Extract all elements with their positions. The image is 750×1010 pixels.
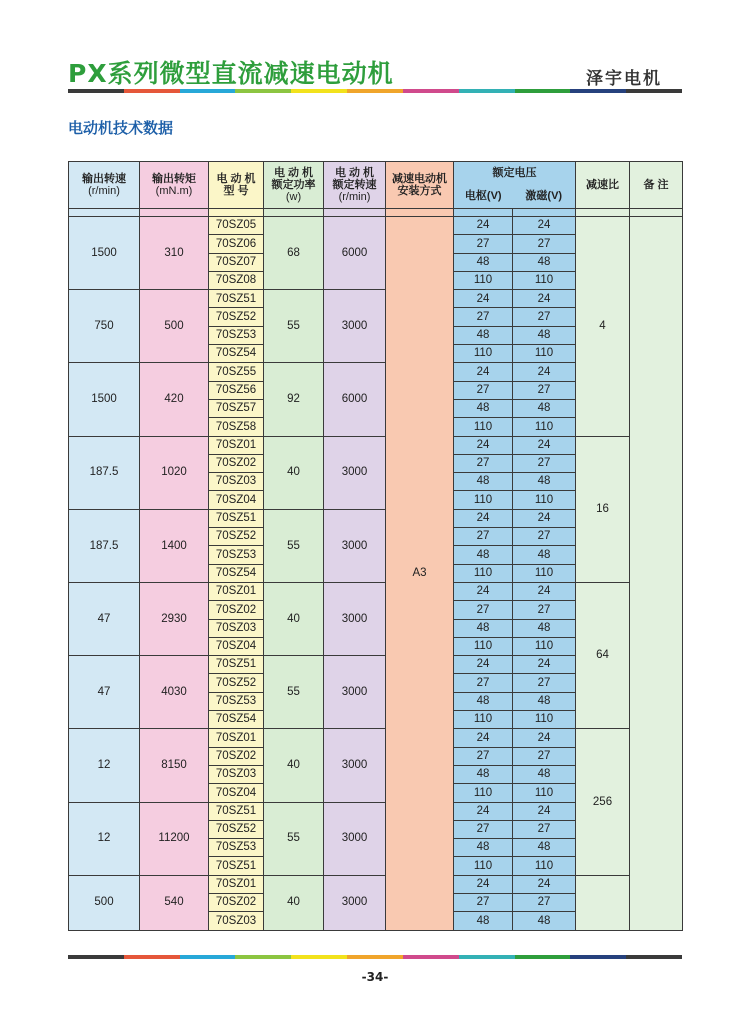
armature-voltage-cell: 27 [454,381,513,399]
output-speed-cell: 47 [69,582,140,655]
output-torque-cell: 310 [140,217,209,290]
armature-voltage-cell: 24 [454,729,513,747]
rated-speed-cell: 3000 [324,656,386,729]
armature-voltage-cell: 24 [454,436,513,454]
armature-voltage-cell: 110 [454,564,513,582]
excitation-voltage-cell: 48 [513,765,576,783]
output-torque-cell: 540 [140,875,209,930]
motor-model-cell: 70SZ57 [209,399,264,417]
excitation-voltage-cell: 27 [513,308,576,326]
excitation-voltage-cell: 48 [513,619,576,637]
output-torque-cell: 8150 [140,729,209,802]
excitation-voltage-cell: 27 [513,381,576,399]
motor-model-cell: 70SZ51 [209,290,264,308]
armature-voltage-cell: 24 [454,217,513,235]
rated-power-cell: 40 [264,875,324,930]
output-speed-cell: 187.5 [69,509,140,582]
reduction-ratio-cell: 64 [576,582,630,728]
table-row [69,582,683,600]
excitation-voltage-cell: 48 [513,326,576,344]
header-rated-speed: 电 动 机 额定转速 (r/min) [324,162,386,209]
armature-voltage-cell: 27 [454,747,513,765]
rated-power-cell: 40 [264,436,324,509]
output-torque-cell: 1400 [140,509,209,582]
output-speed-cell: 500 [69,875,140,930]
motor-model-cell: 70SZ53 [209,839,264,857]
header-armature-voltage: 电枢(V) [454,184,513,209]
armature-voltage-cell: 27 [454,601,513,619]
excitation-voltage-cell: 24 [513,656,576,674]
remarks-cell [630,217,683,931]
motor-model-cell: 70SZ53 [209,546,264,564]
header-color-strip [68,89,682,93]
motor-model-cell: 70SZ03 [209,765,264,783]
armature-voltage-cell: 110 [454,491,513,509]
armature-voltage-cell: 110 [454,345,513,363]
rated-speed-cell: 3000 [324,802,386,875]
motor-model-cell: 70SZ54 [209,345,264,363]
rated-speed-cell: 3000 [324,509,386,582]
motor-model-cell: 70SZ03 [209,473,264,491]
armature-voltage-cell: 110 [454,271,513,289]
output-torque-cell: 11200 [140,802,209,875]
motor-model-cell: 70SZ52 [209,308,264,326]
armature-voltage-cell: 110 [454,418,513,436]
armature-voltage-cell: 48 [454,692,513,710]
mount-type-cell: A3 [386,217,454,931]
motor-model-cell: 70SZ04 [209,491,264,509]
reduction-ratio-cell [576,875,630,930]
excitation-voltage-cell: 48 [513,546,576,564]
armature-voltage-cell: 48 [454,839,513,857]
excitation-voltage-cell: 27 [513,674,576,692]
excitation-voltage-cell: 110 [513,271,576,289]
armature-voltage-cell: 24 [454,363,513,381]
output-speed-cell: 187.5 [69,436,140,509]
armature-voltage-cell: 24 [454,802,513,820]
excitation-voltage-cell: 27 [513,601,576,619]
excitation-voltage-cell: 27 [513,820,576,838]
output-speed-cell: 750 [69,290,140,363]
armature-voltage-cell: 48 [454,912,513,930]
header-rated-power: 电 动 机 额定功率 (w) [264,162,324,209]
motor-model-cell: 70SZ01 [209,875,264,893]
motor-model-cell: 70SZ01 [209,582,264,600]
excitation-voltage-cell: 48 [513,473,576,491]
motor-model-cell: 70SZ04 [209,637,264,655]
motor-model-cell: 70SZ51 [209,656,264,674]
motor-model-cell: 70SZ54 [209,711,264,729]
motor-model-cell: 70SZ05 [209,217,264,235]
armature-voltage-cell: 48 [454,253,513,271]
motor-model-cell: 70SZ51 [209,802,264,820]
rated-speed-cell: 6000 [324,363,386,436]
motor-model-cell: 70SZ02 [209,601,264,619]
motor-model-cell: 70SZ52 [209,528,264,546]
motor-model-cell: 70SZ08 [209,271,264,289]
brand-name: 泽宇电机 [586,69,662,89]
header-excitation-voltage: 激磁(V) [513,184,576,209]
excitation-voltage-cell: 27 [513,235,576,253]
excitation-voltage-cell: 24 [513,436,576,454]
excitation-voltage-cell: 110 [513,418,576,436]
header-output-torque: 输出转矩 (mN.m) [140,162,209,209]
motor-model-cell: 70SZ01 [209,729,264,747]
motor-model-cell: 70SZ51 [209,857,264,875]
motor-model-cell: 70SZ52 [209,674,264,692]
page-number: -34- [361,970,389,984]
excitation-voltage-cell: 110 [513,857,576,875]
rated-power-cell: 40 [264,729,324,802]
header-reduction-ratio: 减速比 [576,162,630,209]
armature-voltage-cell: 24 [454,656,513,674]
excitation-voltage-cell: 27 [513,528,576,546]
output-speed-cell: 47 [69,656,140,729]
motor-model-cell: 70SZ04 [209,784,264,802]
output-torque-cell: 4030 [140,656,209,729]
excitation-voltage-cell: 48 [513,839,576,857]
table-row [69,436,683,454]
rated-speed-cell: 3000 [324,290,386,363]
excitation-voltage-cell: 27 [513,747,576,765]
reduction-ratio-cell: 4 [576,217,630,437]
excitation-voltage-cell: 24 [513,729,576,747]
excitation-voltage-cell: 24 [513,363,576,381]
reduction-ratio-cell: 256 [576,729,630,875]
excitation-voltage-cell: 24 [513,802,576,820]
header-motor-model: 电 动 机 型 号 [209,162,264,209]
section-title: 电动机技术数据 [68,119,174,137]
spec-table-body [69,217,683,931]
excitation-voltage-cell: 27 [513,454,576,472]
motor-model-cell: 70SZ55 [209,363,264,381]
armature-voltage-cell: 24 [454,582,513,600]
motor-model-cell: 70SZ06 [209,235,264,253]
output-speed-cell: 12 [69,802,140,875]
armature-voltage-cell: 48 [454,619,513,637]
header-output-speed: 输出转速 (r/min) [69,162,140,209]
armature-voltage-cell: 48 [454,546,513,564]
rated-power-cell: 92 [264,363,324,436]
excitation-voltage-cell: 110 [513,711,576,729]
output-speed-cell: 1500 [69,363,140,436]
rated-speed-cell: 3000 [324,436,386,509]
excitation-voltage-cell: 110 [513,491,576,509]
excitation-voltage-cell: 110 [513,637,576,655]
rated-power-cell: 40 [264,582,324,655]
motor-model-cell: 70SZ53 [209,326,264,344]
motor-model-cell: 70SZ54 [209,564,264,582]
armature-voltage-cell: 110 [454,857,513,875]
header-rated-voltage: 额定电压 [454,162,576,184]
output-torque-cell: 1020 [140,436,209,509]
armature-voltage-cell: 27 [454,528,513,546]
excitation-voltage-cell: 110 [513,784,576,802]
output-speed-cell: 12 [69,729,140,802]
output-torque-cell: 420 [140,363,209,436]
rated-speed-cell: 3000 [324,875,386,930]
table-row [69,217,683,235]
reduction-ratio-cell: 16 [576,436,630,582]
rated-speed-cell: 3000 [324,729,386,802]
rated-power-cell: 55 [264,509,324,582]
excitation-voltage-cell: 24 [513,582,576,600]
rated-power-cell: 55 [264,802,324,875]
armature-voltage-cell: 27 [454,235,513,253]
armature-voltage-cell: 110 [454,784,513,802]
footer-color-strip [68,955,682,959]
excitation-voltage-cell: 27 [513,893,576,911]
motor-model-cell: 70SZ53 [209,692,264,710]
excitation-voltage-cell: 24 [513,217,576,235]
armature-voltage-cell: 27 [454,820,513,838]
motor-model-cell: 70SZ03 [209,619,264,637]
excitation-voltage-cell: 48 [513,912,576,930]
armature-voltage-cell: 48 [454,473,513,491]
table-row [69,875,683,893]
armature-voltage-cell: 27 [454,674,513,692]
armature-voltage-cell: 24 [454,875,513,893]
armature-voltage-cell: 24 [454,509,513,527]
motor-model-cell: 70SZ56 [209,381,264,399]
rated-speed-cell: 3000 [324,582,386,655]
output-speed-cell: 1500 [69,217,140,290]
excitation-voltage-cell: 24 [513,875,576,893]
header-mount-type: 减速电动机 安装方式 [386,162,454,209]
armature-voltage-cell: 48 [454,765,513,783]
rated-power-cell: 55 [264,290,324,363]
armature-voltage-cell: 24 [454,290,513,308]
excitation-voltage-cell: 110 [513,345,576,363]
motor-model-cell: 70SZ02 [209,454,264,472]
header-remarks: 备 注 [630,162,683,209]
armature-voltage-cell: 27 [454,893,513,911]
motor-model-cell: 70SZ02 [209,747,264,765]
armature-voltage-cell: 110 [454,711,513,729]
excitation-voltage-cell: 24 [513,290,576,308]
excitation-voltage-cell: 48 [513,399,576,417]
motor-model-cell: 70SZ03 [209,912,264,930]
rated-speed-cell: 6000 [324,217,386,290]
motor-model-cell: 70SZ51 [209,509,264,527]
armature-voltage-cell: 48 [454,399,513,417]
excitation-voltage-cell: 110 [513,564,576,582]
armature-voltage-cell: 27 [454,308,513,326]
motor-spec-table [68,161,683,931]
motor-model-cell: 70SZ58 [209,418,264,436]
rated-power-cell: 68 [264,217,324,290]
armature-voltage-cell: 48 [454,326,513,344]
excitation-voltage-cell: 48 [513,253,576,271]
page-title: PX系列微型直流减速电动机 [68,59,394,88]
motor-model-cell: 70SZ01 [209,436,264,454]
motor-model-cell: 70SZ02 [209,893,264,911]
rated-power-cell: 55 [264,656,324,729]
output-torque-cell: 2930 [140,582,209,655]
motor-model-cell: 70SZ52 [209,820,264,838]
armature-voltage-cell: 110 [454,637,513,655]
motor-model-cell: 70SZ07 [209,253,264,271]
armature-voltage-cell: 27 [454,454,513,472]
table-row [69,729,683,747]
output-torque-cell: 500 [140,290,209,363]
excitation-voltage-cell: 48 [513,692,576,710]
excitation-voltage-cell: 24 [513,509,576,527]
